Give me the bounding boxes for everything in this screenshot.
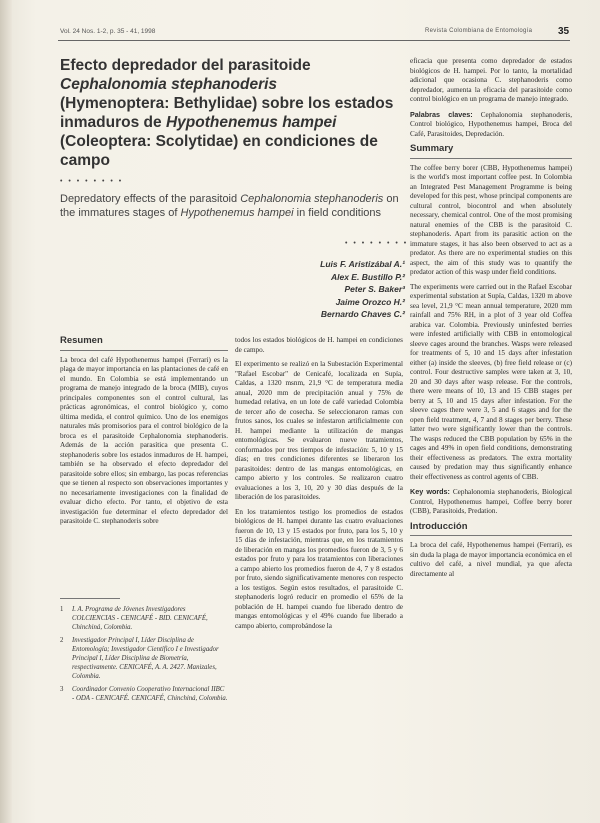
title-line-3: (Coleoptera: Scolytidae) en condiciones de campo bbox=[60, 133, 378, 169]
summary-rule bbox=[410, 158, 572, 159]
introduccion-paragraph-1: La broca del café, Hypothenemus hampei (Ferrari), es sin duda la plaga de mayor importancia económica en el cultivo del café, a nivel mundial, ya que afecta directamente al bbox=[410, 541, 572, 578]
author-1: Luis F. Aristizábal A.¹ bbox=[320, 259, 405, 269]
resumen-paragraph-1: La broca del café Hypothenemus hampei (Ferrari) es la plaga de mayor importancia en las plantaciones de café en el mundo. En Colombia se está implementando un programa de manejo integrado de la broca (MIB), cuyos principales componentes son el control cultural, las prácticas agronómicas, el control biológico y, como última medida, el control químico. Uno de los enemigos naturales más promisorios para el control biológico de la broca es el parasitoide Cephalonomia stephanoderis. Además de la acción parasítica que presenta C. stephanoderis sobre los estados inmaduros de H. hampei, también se ha observado el efecto depredador del parasitoide sobre ellos; sin embargo, las pocas referencias que se tienen al respecto son observaciones importantes y no necesariamente investigaciones con la finalidad de evaluar dicho efecto. Por tanto, el objetivo de esta investigación fue determinar el efecto depredador del parasitoide C. stephanoderis sobre bbox=[60, 355, 228, 525]
column-1 bbox=[60, 336, 228, 594]
running-head-left: Vol. 24 Nos. 1-2, p. 35 - 41, 1998 bbox=[60, 28, 156, 35]
footnotes bbox=[60, 605, 228, 707]
resumen-paragraph-4: En los tratamientos testigo los promedios de estados biológicos de H. hampei durante las cuatro evaluaciones fueron de 10, 13 y 15 estados por fruto, para los 5, 10 y 15 días de infestación, mientras que, en los tratamientos de liberación en mangas los promedios fueron de 3, 5 y 6 estados por fruto y para los tratamientos con liberaciones a campo abierto los promedios fueron de 4, 7 y 8 estados por fruto, siendo significativamente menores con respecto a los testigos. Según estos resultados, el parasitoide C. stephanoderis logró reducir en promedio el 65% de la población de H. hampei cuando fue liberado dentro de mangas entomológicas y el 49% cuando fue liberado a campo abierto, comprobándose la bbox=[235, 507, 403, 630]
footnote-1-text: I. A. Programa de Jóvenes Investigadores COLCIENCIAS - CENICAFÉ - BID. CENICAFÉ, Chinchiná, Colombia. bbox=[72, 606, 208, 631]
subtitle-part-2: on the immatures stages of bbox=[60, 193, 399, 219]
footnote-2 bbox=[60, 636, 228, 681]
subtitle-part-3: in field conditions bbox=[296, 206, 382, 219]
column-3 bbox=[410, 57, 572, 812]
page-number: 35 bbox=[558, 26, 570, 37]
summary-paragraph-1: The coffee berry borer (CBB, Hypothenemus hampei) is the world's most important coffee pest. In Colombia an Integrated Pest Management Programme is being developed for this pest, whose principal components are cultural control, biocontrol and when absolutely necessary, chemical control. One of the most promising natural enemies of the CBB is the parasitoid C. stephanoderis. Apart from its parasitic action on the immature stages, it has also been observed to act as a predator. As there are no experimental studies on this aspect, the aim of this study was to quantify the predator action of this wasp under field conditions. bbox=[410, 163, 572, 276]
running-head-right: Revista Colombiana de Entomología bbox=[425, 28, 533, 34]
key-words-text: Cephalonomia stephanoderis, Biological Control, Hypothenemus hampei, Coffee berry borer (CBB), Parasitoids, Predation. bbox=[410, 488, 572, 515]
introduccion-heading: Introducción bbox=[410, 520, 468, 532]
resumen-paragraph-2: todos los estados biológicos de H. hampei en condiciones de campo. bbox=[235, 336, 403, 354]
summary-paragraph-2: The experiments were carried out in the Rafael Escobar experimental substation at Supía, Caldas, 1320 m above sea level, 21,9 °C mean annual temperature, 2020 mm rainfall and 75% RH, in a plot of 3 year old Coffea arabica var. Colombia. Previously uninfested berries were infested artificially with CBB in entomological sleeve cages around the branches. Wasps were released for treatments of 5, 10 and 15 days after infestation either (a) inside the sleeves, (b) free field release or (c) control. Four destructive samples were taken at 3, 10, 20 and 30 days after wasp release. For the controls, there were means of 10, 13 and 15 CBB stages per berry at 5, 10 and 15 days after infestation. For the sleeve cages there were 3, 5 and 6 stages and for the open field treatment, 4, 7 and 8 stages per berry. These latter two were significantly lower than the controls. The wasps reduced the CBB population by 65% in the cages and 49% in open field conditions, demonstrating their effectiveness as predators. The extra mortality caused by predation may thus significantly enhance their effectiveness as control agents of CBB. bbox=[410, 282, 572, 481]
palabras-claves bbox=[410, 110, 572, 140]
footnote-1-number: 1 bbox=[60, 606, 64, 613]
author-4: Jaime Orozco H.² bbox=[335, 296, 405, 307]
palabras-claves-text: Cephalonomia stephanoderis, Control biológico, Hypothenemus hampei, Broca del Café, Parasitoides, Depredación. bbox=[410, 110, 572, 138]
subtitle-species-1: Cephalonomia stephanoderis bbox=[240, 193, 384, 205]
title-species-2: Hypothenemus hampei bbox=[165, 114, 337, 131]
author-2: Alex E. Bustillo P.² bbox=[330, 271, 405, 282]
introduccion-rule bbox=[410, 535, 572, 536]
key-words bbox=[410, 487, 572, 517]
resumen-rule bbox=[60, 350, 228, 351]
title-line-1: Efecto depredador del parasitoide bbox=[60, 57, 311, 74]
author-list bbox=[200, 258, 405, 321]
summary-heading: Summary bbox=[410, 143, 454, 154]
resumen-heading: Resumen bbox=[60, 336, 103, 346]
column-2 bbox=[235, 336, 403, 808]
author-5: Bernardo Chaves C.² bbox=[320, 309, 405, 319]
article-title bbox=[60, 56, 405, 170]
palabras-claves-label: Palabras claves: bbox=[410, 109, 473, 119]
author-3: Peter S. Baker³ bbox=[344, 284, 405, 294]
subtitle-species-2: Hypothenemus hampei bbox=[180, 206, 294, 219]
english-subtitle bbox=[60, 193, 410, 220]
page-edge-shadow bbox=[0, 0, 12, 823]
footnote-3 bbox=[60, 685, 228, 703]
subtitle-part-1: Depredatory effects of the parasitoid bbox=[60, 193, 238, 205]
key-words-label: Key words: bbox=[410, 487, 450, 496]
title-line-2: (Hymenoptera: Bethylidae) sobre los estados inmaduros de bbox=[60, 95, 394, 131]
footnote-1 bbox=[60, 605, 228, 632]
header-rule bbox=[58, 40, 570, 41]
title-dots: • • • • • • • • bbox=[60, 178, 124, 185]
footnote-2-text: Investigador Principal I, Líder Disciplina de Entomología; Investigador Científico I e Investigador Principal I, Líder Disciplina de Biometría, respectivamente. CENICAFÉ, A. A. 2427. Manizales, Colombia. bbox=[72, 637, 219, 680]
footnote-3-text: Coordinador Convenio Cooperativo Internacional IIBC - ODA - CENICAFÉ. CENICAFÉ, Chinchiná, Colombia. bbox=[72, 686, 228, 702]
footnote-3-number: 3 bbox=[60, 686, 64, 693]
title-species-1: Cephalonomia stephanoderis bbox=[60, 76, 278, 93]
resumen-conclusion: eficacia que presenta como depredador de estados biológicos de H. hampei. Por lo tanto, la mortalidad adicional que ocasiona C. stephanoderis como depredador, aumenta la eficacia del parasitoide como control biológico en un programa de manejo integrado. bbox=[410, 57, 572, 103]
subtitle-dots: • • • • • • • • bbox=[345, 240, 409, 247]
resumen-paragraph-3: El experimento se realizó en la Subestación Experimental "Rafael Escobar" de Cenicafé, localizada en Supía, Caldas, a 1320 msnm, 21,9 °C de temperatura media anual, 2020 mm de precipitación anual y 75% de humedad relativa, en un lote de café variedad Colombia de tercer año de cosecha. Se seleccionaron ramas con frutos sanos, los cuales se infestaron artificialmente con H. hampei mediante la utilización de mangas entomológicas. Se evaluaron nueve tratamientos, conformados por tres tiempos de infestación: 5, 10 y 15 días; en tres condiciones diferentes se liberaron los parasitoides: dentro de las mangas entomológicas, en campo abierto y los controles. Se realizaron cuatro evaluaciones a los 3, 10, 20 y 30 días después de la liberación de los parasitoides. bbox=[235, 360, 403, 501]
footnote-rule bbox=[60, 598, 120, 599]
footnote-2-number: 2 bbox=[60, 637, 64, 644]
